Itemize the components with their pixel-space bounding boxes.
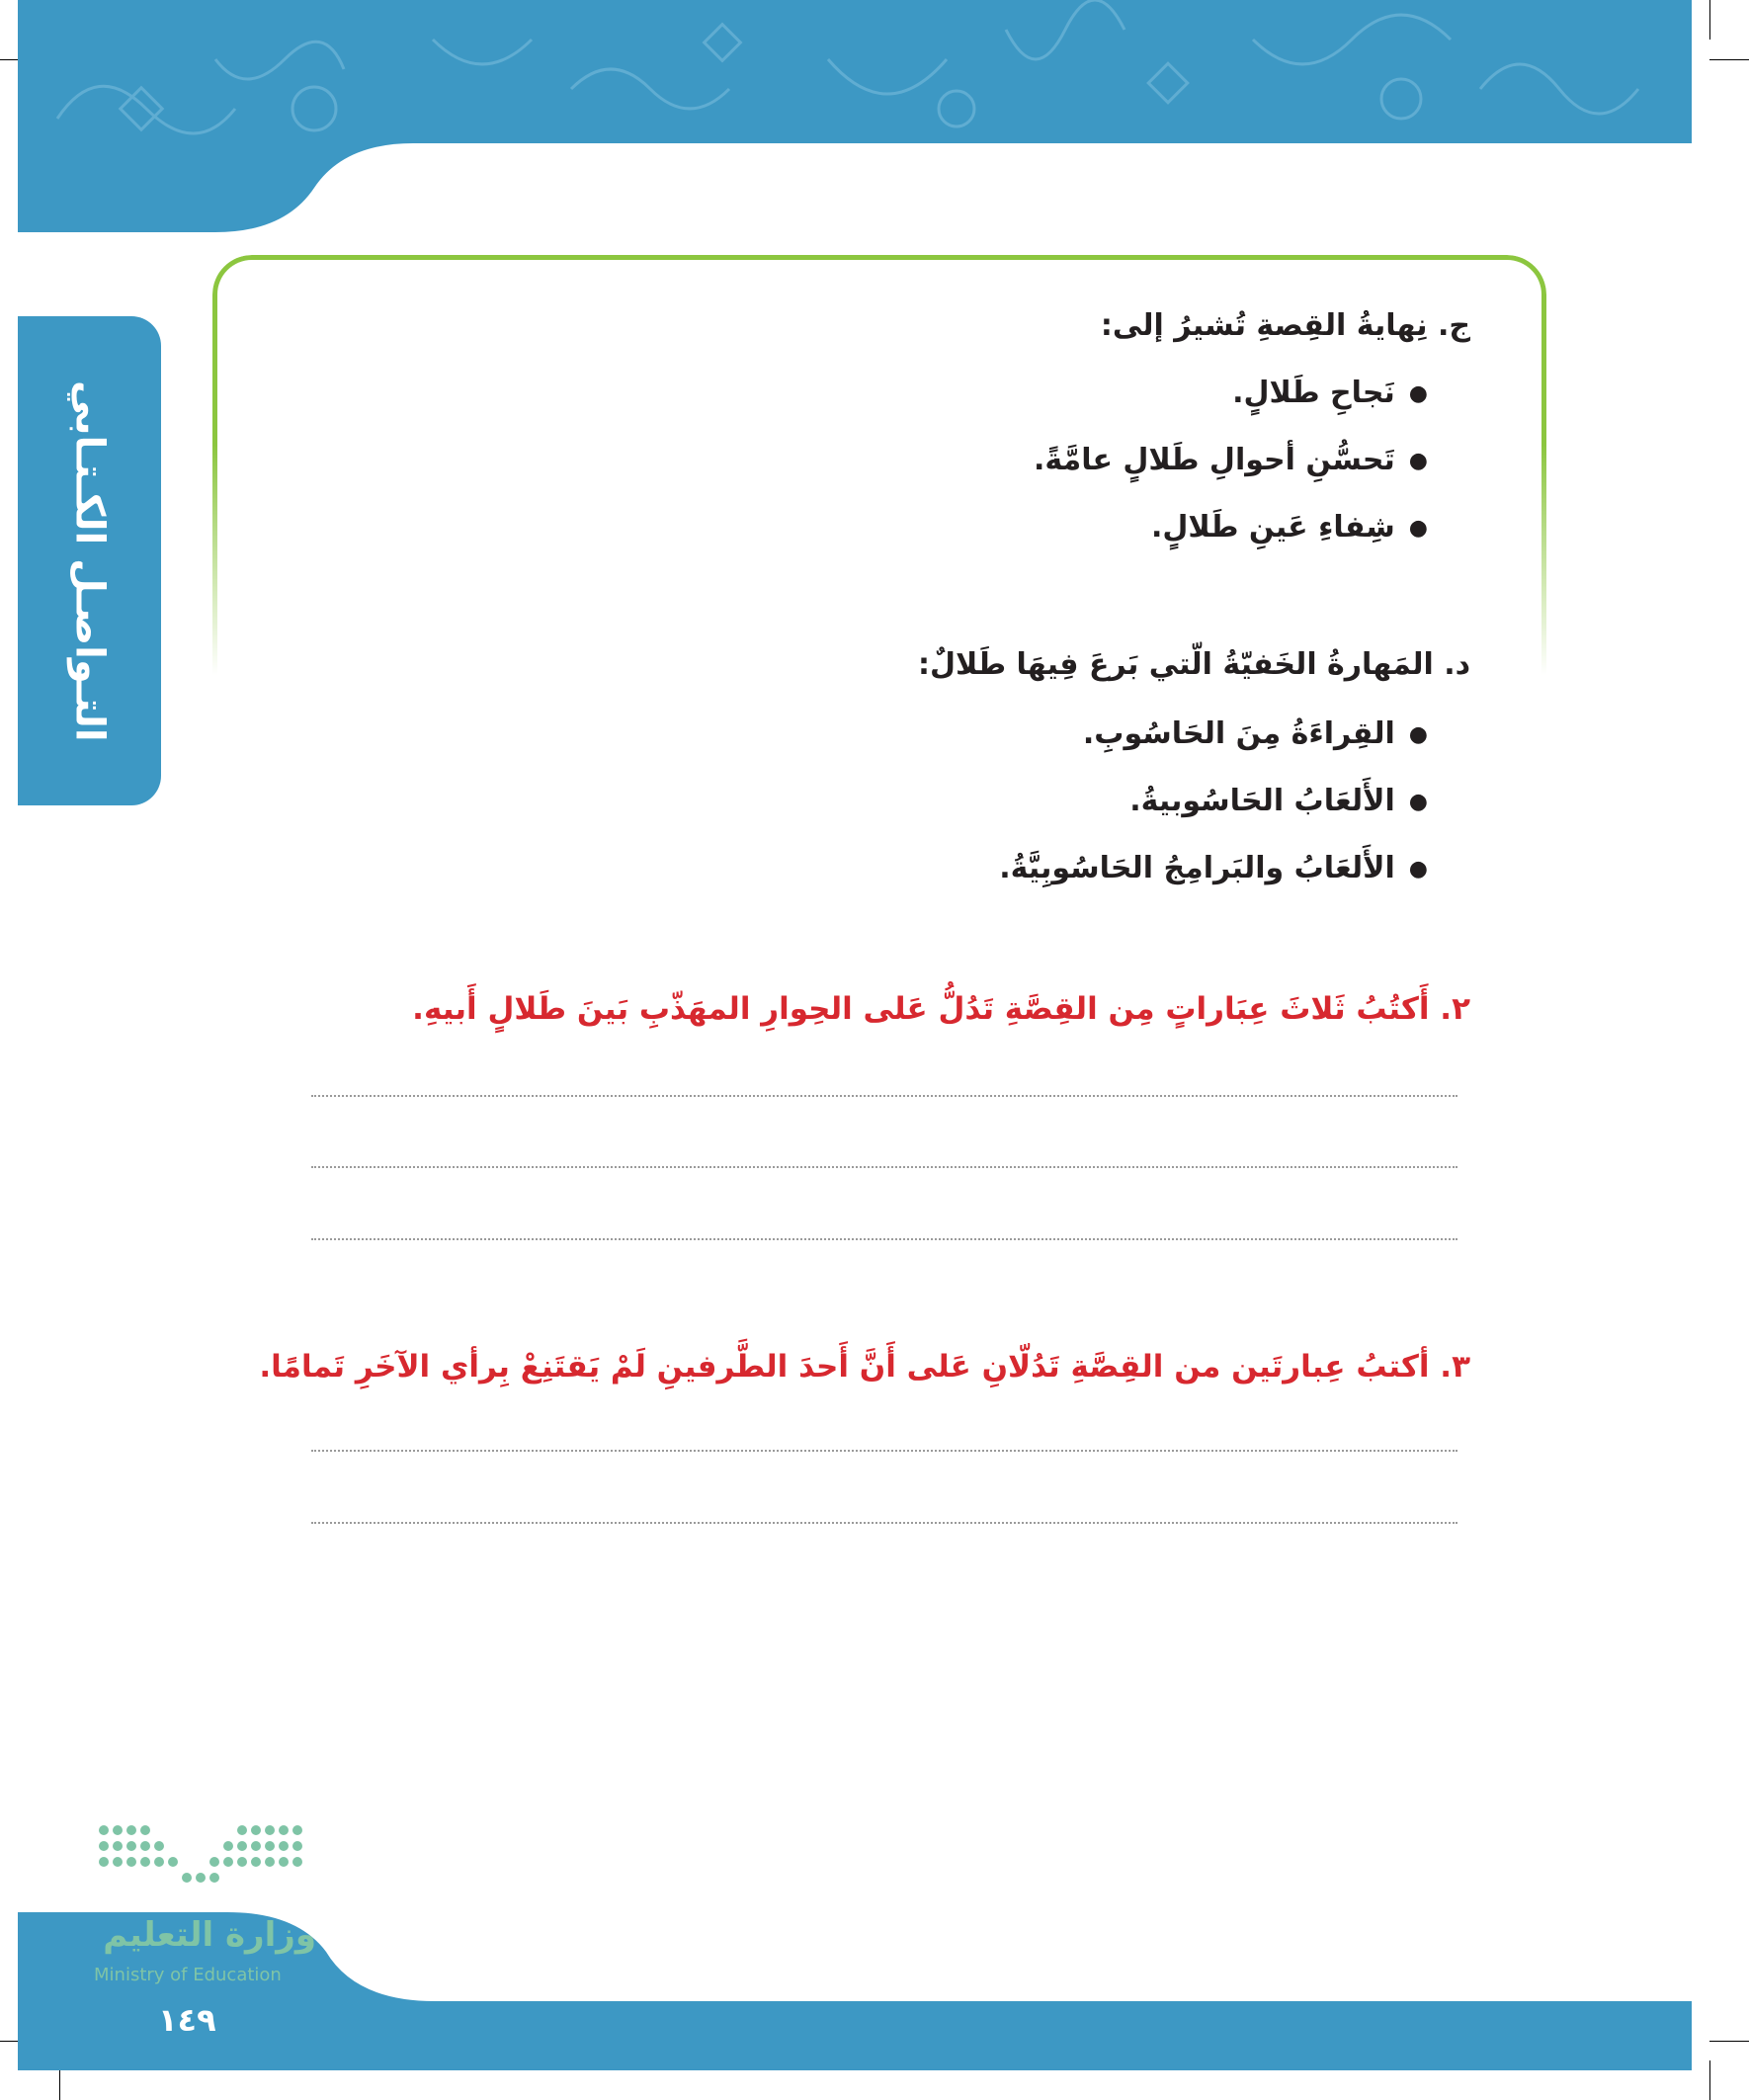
crop-mark — [1709, 59, 1749, 60]
bullet-dot-icon: ● — [1408, 381, 1428, 406]
answer-line[interactable] — [311, 1522, 1458, 1524]
crop-mark — [1709, 0, 1710, 40]
ministry-logo-text: وزارة التعليم — [103, 1915, 316, 1955]
bullet-dot-icon: ● — [1408, 722, 1428, 747]
answer-line[interactable] — [311, 1166, 1458, 1168]
crop-mark — [1709, 2060, 1710, 2100]
bullet-dot-icon: ● — [1408, 790, 1428, 814]
answer-line[interactable] — [311, 1450, 1458, 1452]
crop-mark — [1709, 2041, 1749, 2042]
option-item: ●شِفاءِ عَينِ طَلالٍ. — [1151, 510, 1428, 545]
answer-line[interactable] — [311, 1238, 1458, 1240]
question-c-heading: ج. نِهايةُ القِصةِ تُشيرُ إلى: — [1100, 308, 1470, 343]
option-item: ●الأَلعَابُ الحَاسُوبيةُ. — [1129, 784, 1428, 818]
page-number: ١٤٩ — [158, 2001, 216, 2039]
section-title: التـواصـل الكـتـابي — [66, 379, 113, 742]
bullet-dot-icon: ● — [1408, 857, 1428, 882]
answer-line[interactable] — [311, 1095, 1458, 1097]
question-2-prompt: ٢. أَكتُبُ ثَلاثَ عِبَاراتٍ مِن القِصَّةِ تَدُلُّ عَلى الحِوارِ المهَذّبِ بَينَ طَلالٍ أَبيهِ. — [412, 991, 1470, 1027]
bullet-dot-icon: ● — [1408, 516, 1428, 541]
header-banner — [18, 0, 1692, 232]
option-item: ●القِراءَةُ مِنَ الحَاسُوبِ. — [1082, 716, 1428, 751]
option-item: ●تَحسُّنِ أحوالِ طَلالٍ عامَّةً. — [1034, 443, 1428, 477]
question-d-heading: د. المَهارةُ الخَفيّةُ الّتي بَرعَ فِيهَا طَلالٌ: — [918, 647, 1470, 682]
option-item: ●الأَلعَابُ والبَرامِجُ الحَاسُوبِيَّةُ. — [999, 851, 1428, 885]
ministry-logo-text-en: Ministry of Education — [94, 1965, 282, 1985]
bullet-dot-icon: ● — [1408, 449, 1428, 473]
question-3-prompt: ٣. أكتبُ عِبارتَين من القِصَّةِ تَدُلّانِ عَلى أَنَّ أَحدَ الطَّرفينِ لَمْ يَقتَنِعْ بِرأي الآخَرِ تَمامًا. — [259, 1349, 1470, 1385]
option-item: ●نَجاحِ طَلالٍ. — [1232, 376, 1428, 410]
